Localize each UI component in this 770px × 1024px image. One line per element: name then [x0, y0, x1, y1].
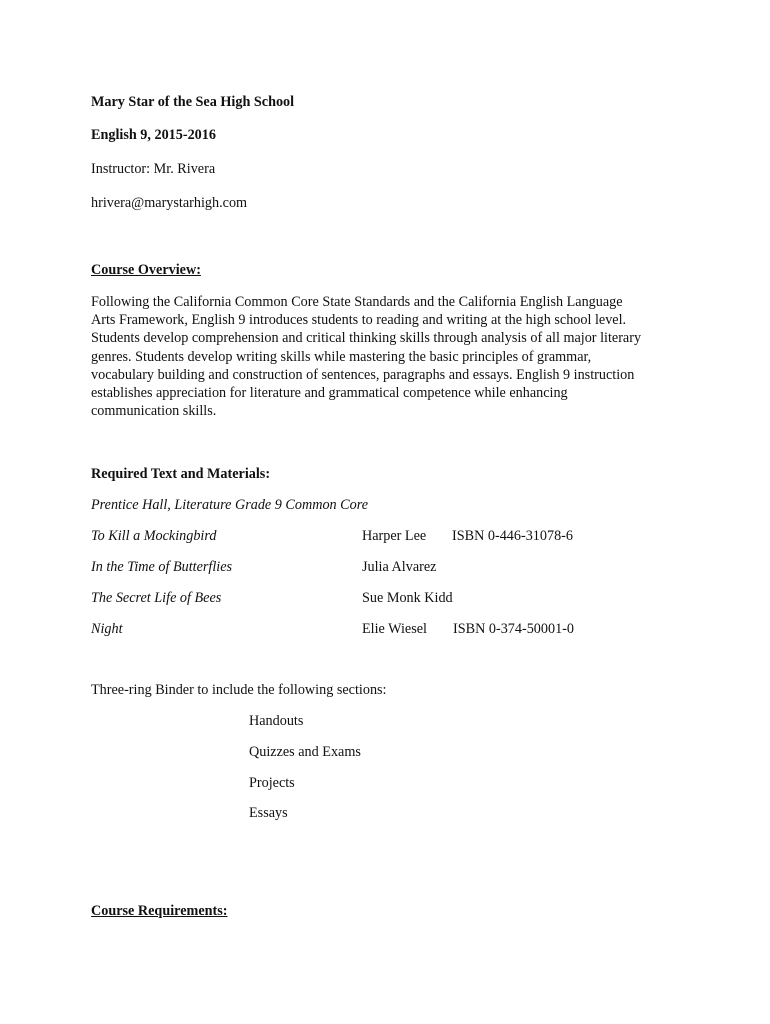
- binder-intro: Three-ring Binder to include the following sections:: [91, 682, 387, 698]
- book-author: Sue Monk Kidd: [362, 590, 453, 606]
- instructor-line: Instructor: Mr. Rivera: [91, 161, 216, 177]
- overview-line: Following the California Common Core State Standards and the California English Language: [91, 294, 623, 310]
- binder-section: Quizzes and Exams: [249, 744, 361, 760]
- book-title: The Secret Life of Bees: [91, 590, 222, 606]
- textbook-title: Prentice Hall, Literature Grade 9 Common Core: [91, 497, 369, 513]
- binder-section: Essays: [249, 805, 288, 821]
- materials-heading: Required Text and Materials:: [91, 466, 271, 482]
- school-name: Mary Star of the Sea High School: [91, 94, 295, 110]
- overview-line: communication skills.: [91, 403, 217, 420]
- overview-line: Students develop comprehension and critical thinking skills through analysis of all major literary: [91, 330, 642, 347]
- overview-line: genres. Students develop writing skills while mastering the basic principles of grammar,: [91, 348, 592, 365]
- book-title: Night: [91, 621, 123, 637]
- course-overview-heading: Course Overview:: [91, 262, 201, 278]
- book-author: Harper Lee: [362, 528, 427, 544]
- binder-section: Projects: [249, 775, 295, 791]
- course-requirements-heading: Course Requirements:: [91, 903, 228, 919]
- book-title: To Kill a Mockingbird: [91, 528, 217, 544]
- overview-line: Arts Framework, English 9 introduces students to reading and writing at the high school level.: [91, 312, 627, 329]
- book-isbn: ISBN 0-374-50001-0: [453, 621, 574, 637]
- book-title: In the Time of Butterflies: [91, 559, 233, 575]
- overview-line: vocabulary building and construction of sentences, paragraphs and essays. English 9 instruction: [91, 366, 635, 383]
- binder-section: Handouts: [249, 713, 304, 729]
- book-author: Julia Alvarez: [362, 559, 437, 575]
- overview-line: establishes appreciation for literature and grammatical competence while enhancing: [91, 385, 568, 402]
- course-title: English 9, 2015-2016: [91, 127, 216, 143]
- book-isbn: ISBN 0-446-31078-6: [452, 528, 573, 544]
- instructor-email: hrivera@marystarhigh.com: [91, 195, 248, 211]
- book-author: Elie Wiesel: [362, 621, 427, 637]
- course-overview-paragraph: [91, 293, 691, 420]
